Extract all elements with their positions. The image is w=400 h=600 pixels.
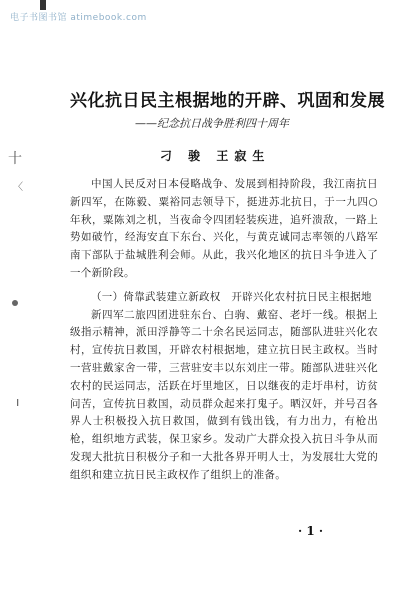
margin-mark-top: 十 xyxy=(8,151,22,167)
section-heading: （一）倚靠武装建立新政权 开辟兴化农村抗日民主根据地 xyxy=(91,290,372,303)
margin-dot xyxy=(12,300,18,306)
article-author: 刁 骏 王寂生 xyxy=(160,149,271,163)
scan-mark xyxy=(40,0,46,10)
article-title: 兴化抗日民主根据地的开辟、巩固和发展 xyxy=(70,91,385,111)
margin-mark-mid: 〈 xyxy=(13,182,23,193)
watermark: 电子书图书馆 atimebook.com xyxy=(10,13,147,23)
article-body xyxy=(70,176,378,485)
article-subtitle: ——纪念抗日战争胜利四十周年 xyxy=(135,117,289,130)
page-number: · 1 · xyxy=(298,524,324,538)
paragraph-intro: 中国人民反对日本侵略战争、发展到相持阶段，我江南抗日新四军，在陈毅、粟裕同志领导下，挺进苏北抗日，于一九四○年秋，粟陈刘之机，当夜命令四团轻装疾进，追歼溃敌，一路上势如破竹，经海安直下东台、兴化，与黄克诚同志率领的八路军南下部队于盐城胜利会师。从此，我兴化地区的抗日斗争进入了一个新阶段。 xyxy=(70,178,378,279)
paragraph-section-1: 新四军二旅四团进驻东台、白驹、戴窑、老圩一线。根据上级指示精神，派田浮静等二十余名民运同志，随部队进驻兴化农村，宣传抗日救国，开辟农村根据地，建立抗日民主政权。当时一营驻戴家舍一带，三营驻安丰以东刘庄一带。随部队进驻兴化农村的民运同志，活跃在圩里地区，日以继夜的走圩串村，访贫问苦，宣传抗日救国，动员群众起来打鬼子。晒汉奸，并号召各界人士积极投入抗日救国，做到有钱出钱，有力出力，有枪出枪，组织地方武装，保卫家乡。发动广大群众投入抗日斗争从而发现大批抗日积极分子和一大批各界开明人士，为发展壮大党的组织和建立抗日民主政权作了组织上的准备。 xyxy=(70,308,378,481)
margin-mark-low: ı xyxy=(16,395,20,409)
